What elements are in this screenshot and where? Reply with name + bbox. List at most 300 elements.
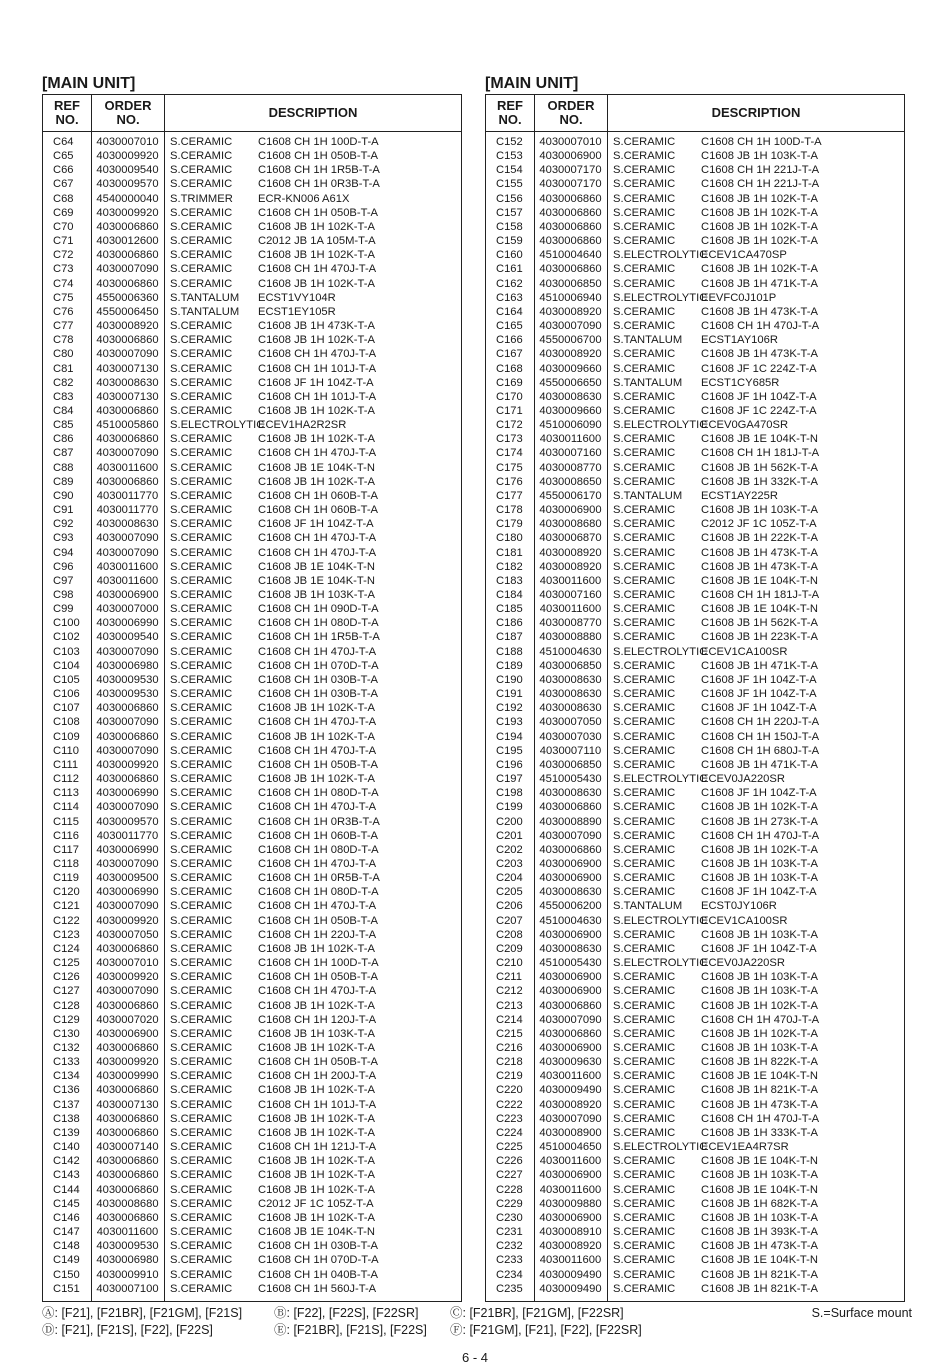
part-description: C1608 JB 1H 473K-T-A [701,560,818,573]
part-type: S.CERAMIC [170,1126,233,1139]
part-description: C1608 CH 1H 080D-T-A [258,787,379,800]
ref-no: C230 [496,1211,523,1224]
ref-no: C208 [496,928,523,941]
order-no-header: ORDER NO. [92,95,165,131]
table-row [486,1027,904,1041]
ref-no: C109 [53,730,80,743]
order-no: 4030006900 [539,1042,602,1054]
ref-no: C235 [496,1282,523,1295]
table-row [486,758,904,772]
ref-no: C104 [53,659,80,672]
part-description: C1608 CH 1H 560J-T-A [258,1282,377,1295]
table-row [43,885,461,899]
part-type: S.CERAMIC [613,390,676,403]
part-description: C1608 JB 1H 473K-T-A [701,348,818,361]
ref-no: C183 [496,574,523,587]
order-no: 4030007140 [96,1141,159,1154]
footnote-c: Ⓒ: [F21BR], [F21GM], [F22SR] [450,1306,624,1320]
table-row [43,914,461,928]
part-description: C1608 CH 1H 060B-T-A [258,504,379,517]
part-description: C1608 JB 1H 682K-T-A [701,1197,818,1210]
part-description: C1608 JF 1H 104Z-T-A [258,376,374,389]
footnote-line [42,1322,912,1339]
part-description: C1608 CH 1H 050B-T-A [258,971,379,984]
ref-no: C170 [496,390,523,403]
part-description: C1608 JB 1E 104K-T-N [701,433,818,446]
part-type: S.CERAMIC [170,376,233,389]
left-parts-list [42,74,462,1302]
table-row [43,1211,461,1225]
table-row [486,277,904,291]
table-row [43,1154,461,1168]
table-row [43,630,461,644]
ref-no: C66 [53,164,74,177]
part-type: S.CERAMIC [170,773,233,786]
ref-no: C144 [53,1183,80,1196]
table-row [486,914,904,928]
ref-no: C201 [496,829,523,842]
ref-no: C64 [53,136,74,148]
part-type: S.CERAMIC [170,150,233,163]
part-type: S.CERAMIC [613,1112,676,1125]
ref-no: C106 [53,688,80,701]
table-row [486,517,904,531]
order-no: 4030007130 [96,390,159,403]
table-row [43,1013,461,1027]
part-description: C1608 JF 1H 104Z-T-A [701,942,817,955]
order-no: 4030008910 [539,1226,602,1239]
ref-no: C103 [53,645,80,658]
order-no: 4030011600 [539,1254,602,1267]
part-type: S.ELECTROLYTIC [613,249,708,262]
table-header [486,95,904,132]
part-description: C1608 JB 1H 103K-T-A [701,872,818,885]
part-description: C1608 CH 1H 090D-T-A [258,603,379,616]
ref-no: C80 [53,348,74,361]
ref-no: C172 [496,419,523,432]
ref-no: C125 [53,957,80,970]
ref-no: C186 [496,617,523,630]
part-type: S.CERAMIC [613,1027,676,1040]
part-description: C1608 JB 1H 332K-T-A [701,475,818,488]
part-type: S.CERAMIC [170,235,233,248]
table-row [486,1112,904,1126]
order-no: 4030007050 [539,716,602,729]
table-row [43,942,461,956]
order-no: 4510006940 [539,291,602,304]
table-row [43,1041,461,1055]
part-type: S.CERAMIC [613,305,676,318]
part-description: C1608 JB 1H 473K-T-A [701,1098,818,1111]
ref-no: C71 [53,235,74,248]
part-description: C1608 JB 1H 821K-T-A [701,1084,818,1097]
table-row [486,659,904,673]
order-no: 4030007090 [96,546,159,559]
ref-no: C218 [496,1056,523,1069]
table-row [43,1197,461,1211]
part-type: S.ELECTROLYTIC [613,957,708,970]
table-row [486,1083,904,1097]
table-row [43,984,461,998]
part-description: C1608 CH 1H 100D-T-A [258,957,379,970]
table-row [486,489,904,503]
part-type: S.CERAMIC [170,957,233,970]
part-type: S.CERAMIC [613,688,676,701]
part-type: S.CERAMIC [170,1240,233,1253]
footnote-line [42,1305,912,1322]
part-type: S.CERAMIC [613,1282,676,1295]
part-description: C1608 JB 1H 821K-T-A [701,1282,818,1295]
table-row [486,404,904,418]
part-type: S.CERAMIC [613,320,676,333]
table-row [486,206,904,220]
ref-no: C133 [53,1056,80,1069]
order-no: 4030006900 [539,971,602,984]
table-row [486,1197,904,1211]
part-description: C1608 CH 1H 470J-T-A [701,1112,820,1125]
part-type: S.CERAMIC [170,320,233,333]
ref-no: C220 [496,1084,523,1097]
table-row [486,1098,904,1112]
table-row [43,1027,461,1041]
part-type: S.CERAMIC [613,928,676,941]
ref-no: C140 [53,1141,80,1154]
table-row [486,829,904,843]
ref-no: C78 [53,334,74,347]
table-row [43,475,461,489]
order-no: 4550006700 [539,334,602,347]
table-row [43,347,461,361]
table-row [43,1083,461,1097]
ref-no: C179 [496,518,523,531]
part-type: S.CERAMIC [170,843,233,856]
table-row [43,333,461,347]
part-description: C1608 JF 1H 104Z-T-A [701,673,817,686]
table-row [43,1126,461,1140]
part-type: S.CERAMIC [170,334,233,347]
part-description: C1608 JB 1H 102K-T-A [701,843,818,856]
order-no: 4030007110 [539,744,602,757]
table-row [43,928,461,942]
part-description: C1608 CH 1H 040B-T-A [258,1268,379,1281]
part-type: S.CERAMIC [170,164,233,177]
table-row [43,574,461,588]
part-type: S.TANTALUM [613,334,683,347]
part-description: C1608 JB 1H 102K-T-A [701,192,818,205]
part-description: ECEV1EA4R7SR [701,1141,789,1154]
part-description: C1608 JB 1H 471K-T-A [701,659,818,672]
ref-no: C122 [53,914,80,927]
table-row [486,942,904,956]
table-row [486,1268,904,1282]
ref-no: C202 [496,843,523,856]
part-description: C1608 CH 1H 030B-T-A [258,673,379,686]
order-no: 4030006850 [539,277,602,290]
ref-no: C215 [496,1027,523,1040]
ref-no: C151 [53,1282,80,1295]
ref-no: C233 [496,1254,523,1267]
ref-no: C229 [496,1197,523,1210]
order-no: 4030006860 [539,206,602,219]
order-no: 4030006860 [539,263,602,276]
part-type: S.CERAMIC [170,815,233,828]
part-description: C1608 CH 1H 050B-T-A [258,758,379,771]
part-type: S.CERAMIC [613,985,676,998]
part-description: C1608 JB 1H 471K-T-A [701,277,818,290]
ref-no: C197 [496,773,523,786]
ref-no: C83 [53,390,74,403]
part-description: C1608 JF 1H 104Z-T-A [701,390,817,403]
ref-no: C77 [53,320,74,333]
ref-no: C206 [496,900,523,913]
part-description: C1608 JB 1H 102K-T-A [258,220,375,233]
part-type: S.CERAMIC [170,673,233,686]
part-description: C1608 JB 1H 102K-T-A [258,277,375,290]
part-type: S.CERAMIC [170,504,233,517]
order-no: 4030009660 [539,362,602,375]
order-no: 4030007050 [96,928,159,941]
part-description: C1608 CH 1H 221J-T-A [701,178,820,191]
part-type: S.CERAMIC [613,206,676,219]
ref-no: C108 [53,716,80,729]
table-row [486,1140,904,1154]
order-no: 4030006900 [539,150,602,163]
part-description: C1608 CH 1H 1R5B-T-A [258,164,380,177]
part-description: ECEV1CA470SP [701,249,787,262]
part-type: S.TANTALUM [613,376,683,389]
part-type: S.CERAMIC [170,433,233,446]
description-header: DESCRIPTION [711,105,801,120]
part-type: S.CERAMIC [170,1169,233,1182]
order-no: 4030006860 [96,404,159,417]
ref-no: C189 [496,659,523,672]
part-description: C1608 JB 1H 103K-T-A [701,1169,818,1182]
order-no: 4030006860 [96,942,159,955]
part-description: C1608 JF 1C 224Z-T-A [701,362,817,375]
part-type: S.CERAMIC [170,277,233,290]
part-description: C1608 JB 1H 822K-T-A [701,1056,818,1069]
part-description: ECST0JY106R [701,900,777,913]
part-type: S.TRIMMER [170,192,233,205]
part-description: C1608 CH 1H 030B-T-A [258,688,379,701]
part-type: S.CERAMIC [170,404,233,417]
ref-no: C190 [496,673,523,686]
order-no: 4030006900 [539,504,602,517]
ref-no: C178 [496,504,523,517]
ref-no: C168 [496,362,523,375]
table-row [43,362,461,376]
table-row [486,560,904,574]
part-type: S.ELECTROLYTIC [613,773,708,786]
part-type: S.CERAMIC [613,461,676,474]
ref-no: C195 [496,744,523,757]
table-row [486,956,904,970]
table-row [486,291,904,305]
part-type: S.CERAMIC [170,1027,233,1040]
ref-no: C193 [496,716,523,729]
order-no: 4030012600 [96,235,159,248]
part-description: C1608 CH 1H 150J-T-A [701,730,820,743]
part-type: S.CERAMIC [170,1098,233,1111]
order-no: 4030008920 [539,546,602,559]
part-type: S.CERAMIC [613,1268,676,1281]
ref-no: C118 [53,857,79,870]
order-no: 4030006900 [539,928,602,941]
table-row [43,149,461,163]
order-no: 4030009920 [96,150,159,163]
ref-no: C102 [53,631,80,644]
order-no: 4030007130 [96,362,159,375]
order-no: 4030006900 [96,589,159,601]
table-row [486,574,904,588]
ref-no: C81 [53,362,74,375]
table-row [43,163,461,177]
part-description: C1608 CH 1H 101J-T-A [258,362,377,375]
part-type: S.CERAMIC [613,560,676,573]
order-no: 4030009630 [539,1056,602,1069]
part-description: C1608 CH 1H 1R5B-T-A [258,631,380,644]
part-description: C1608 JB 1H 102K-T-A [258,1155,375,1168]
part-type: S.CERAMIC [613,1084,676,1097]
order-no: 4540000040 [96,192,159,205]
table-row [486,177,904,191]
surface-mount-note: S.=Surface mount [811,1306,912,1320]
part-type: S.CERAMIC [170,886,233,899]
part-type: S.CERAMIC [613,971,676,984]
right-parts-list [485,74,905,1302]
part-type: S.CERAMIC [613,702,676,715]
table-row [43,616,461,630]
part-description: C1608 JF 1H 104Z-T-A [701,886,817,899]
part-type: S.ELECTROLYTIC [613,1141,708,1154]
part-description: C1608 JB 1E 104K-T-N [258,1226,375,1239]
part-description: C1608 JF 1H 104Z-T-A [258,518,374,531]
table-row [486,687,904,701]
order-no: 4030011600 [539,574,602,587]
table-row [486,1239,904,1253]
order-no: 4030006860 [96,475,159,488]
ref-no: C113 [53,787,79,800]
ref-no: C150 [53,1268,80,1281]
part-type: S.CERAMIC [170,1211,233,1224]
part-type: S.CERAMIC [170,900,233,913]
part-description: C1608 JB 1E 104K-T-N [701,574,818,587]
part-description: C1608 JB 1H 103K-T-A [701,504,818,517]
part-type: S.CERAMIC [170,1013,233,1026]
ref-no: C165 [496,320,523,333]
part-type: S.CERAMIC [613,150,676,163]
part-type: S.CERAMIC [170,1254,233,1267]
order-no: 4030006900 [539,1211,602,1224]
footnote-f: Ⓕ: [F21GM], [F21], [F22], [F22SR] [450,1323,642,1337]
order-no: 4030007170 [539,178,602,191]
ref-no: C161 [496,263,523,276]
table-row [486,149,904,163]
part-description: C1608 JB 1E 104K-T-N [701,1254,818,1267]
ref-no: C115 [53,815,79,828]
ref-no: C99 [53,603,74,616]
ref-no: C173 [496,433,523,446]
table-row [43,1239,461,1253]
part-type: S.CERAMIC [613,447,676,460]
ref-no: C166 [496,334,523,347]
table-row [43,135,461,149]
part-type: S.CERAMIC [170,546,233,559]
order-no: 4030007090 [96,857,159,870]
part-type: S.CERAMIC [613,999,676,1012]
table-body [486,132,904,1301]
part-type: S.CERAMIC [613,178,676,191]
ref-no: C128 [53,999,80,1012]
part-type: S.CERAMIC [613,1254,676,1267]
ref-no: C129 [53,1013,80,1026]
part-description: C1608 CH 1H 470J-T-A [258,546,377,559]
part-description: C1608 JB 1H 102K-T-A [701,1027,818,1040]
part-description: ECST1EY105R [258,305,336,318]
table-row [43,1112,461,1126]
part-type: S.CERAMIC [613,1126,676,1139]
order-no: 4510004630 [539,645,602,658]
order-no: 4030011600 [539,1183,602,1196]
table-row [486,999,904,1013]
table-row [486,135,904,149]
table-row [43,305,461,319]
order-no: 4030006860 [96,1042,159,1054]
ref-no: C175 [496,461,523,474]
part-type: S.CERAMIC [613,1098,676,1111]
part-type: S.CERAMIC [170,617,233,630]
part-type: S.CERAMIC [613,404,676,417]
table-row [486,461,904,475]
table-row [43,999,461,1013]
table-row [486,234,904,248]
table-row [486,1282,904,1296]
ref-no: C143 [53,1169,80,1182]
order-no: 4030006860 [96,277,159,290]
table-row [43,843,461,857]
part-description: C1608 JB 1H 102K-T-A [258,334,375,347]
ref-no: C148 [53,1240,80,1253]
part-type: S.CERAMIC [613,1240,676,1253]
order-no: 4030006860 [96,1112,159,1125]
part-type: S.CERAMIC [613,1183,676,1196]
ref-no: C75 [53,291,74,304]
table-row [43,758,461,772]
part-type: S.CERAMIC [170,1070,233,1083]
part-description: C1608 JB 1E 104K-T-N [701,1070,818,1083]
order-no: 4030009920 [96,971,159,984]
table-row [43,376,461,390]
ref-no: C69 [53,206,74,219]
table-row [43,446,461,460]
ref-no: C117 [53,843,79,856]
part-description: C1608 CH 1H 470J-T-A [258,857,377,870]
part-description: C1608 CH 1H 470J-T-A [701,320,820,333]
order-no: 4030007090 [539,829,602,842]
part-type: S.CERAMIC [170,631,233,644]
part-description: ECEV0JA220SR [701,773,785,786]
part-description: C1608 JB 1H 103K-T-A [258,1027,375,1040]
part-description: C1608 CH 1H 0R3B-T-A [258,815,380,828]
order-no: 4030009570 [96,815,159,828]
part-description: C1608 JF 1H 104Z-T-A [701,688,817,701]
part-description: C1608 CH 1H 070D-T-A [258,1254,379,1267]
ref-no: C136 [53,1084,80,1097]
part-description: C1608 JB 1H 102K-T-A [258,942,375,955]
table-row [43,899,461,913]
order-no: 4030007090 [96,716,159,729]
table-row [43,404,461,418]
